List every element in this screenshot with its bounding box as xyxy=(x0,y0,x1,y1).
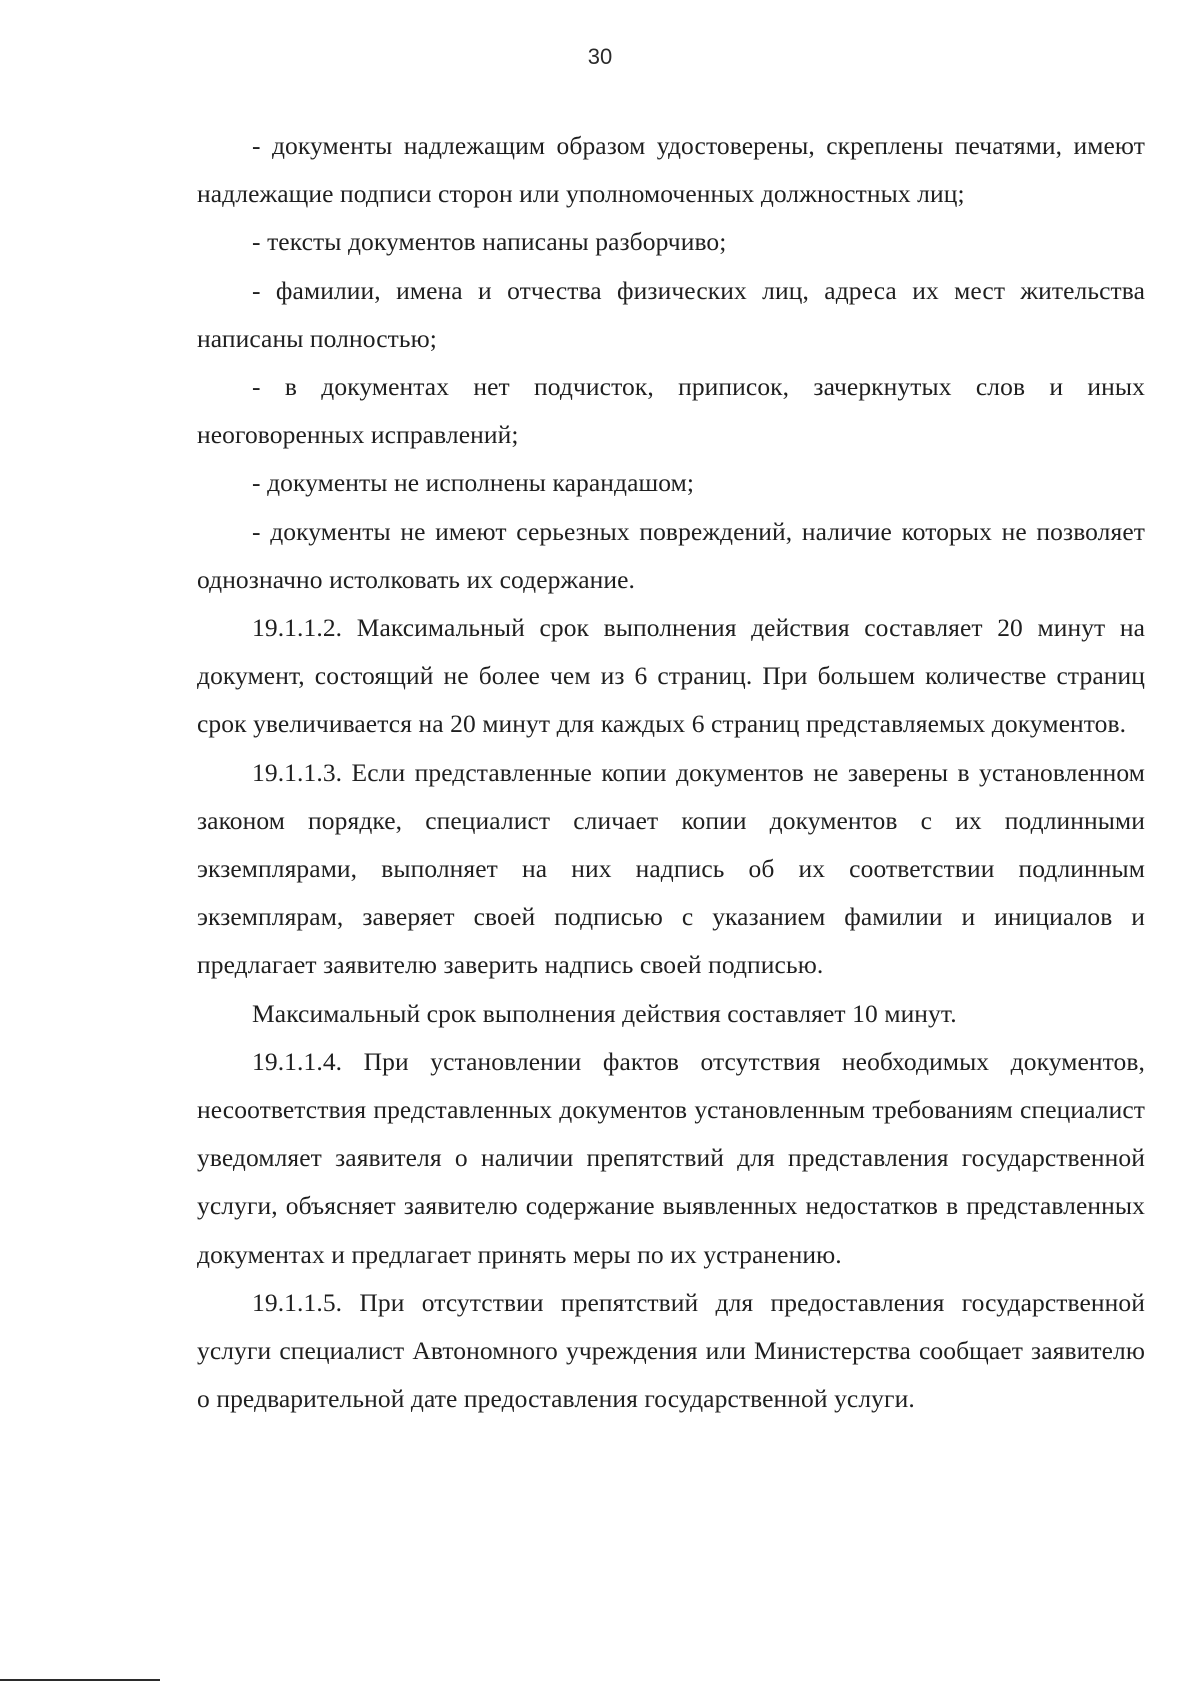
paragraph-19-1-1-2: 19.1.1.2. Максимальный срок выполнения действия составляет 20 минут на документ, состоящий не более чем из 6 страниц. При большем количестве страниц срок увеличивается на 20 минут для каждых 6 страниц представляемых документов. xyxy=(197,613,1145,739)
footnote-separator xyxy=(0,1679,160,1681)
paragraph-no-damage: - документы не имеют серьезных повреждений, наличие которых не позволяет однозначно истолковать их содержание. xyxy=(197,516,1145,594)
paragraph-not-pencil: - документы не исполнены карандашом; xyxy=(252,468,695,498)
document-body xyxy=(197,122,1145,1423)
paragraph-19-1-1-4: 19.1.1.4. При установлении фактов отсутствия необходимых документов, несоответствия представленных документов установленным требованиям специалист уведомляет заявителя о наличии препятствий для представления государственной услуги, объясняет заявителю содержание выявленных недостатков в представленных документах и предлагает принять меры по их устранению. xyxy=(197,1046,1145,1269)
paragraph-names-full: - фамилии, имена и отчества физических лиц, адреса их мест жительства написаны полностью; xyxy=(197,275,1145,353)
paragraph-19-1-1-5: 19.1.1.5. При отсутствии препятствий для предоставления государственной услуги специалист Автономного учреждения или Министерства сообщает заявителю о предварительной дате предоставления государственной услуги. xyxy=(197,1287,1145,1414)
paragraph-documents-certified: - документы надлежащим образом удостоверены, скреплены печатями, имеют надлежащие подписи сторон или уполномоченных должностных лиц; xyxy=(197,131,1145,209)
paragraph-19-1-1-3: 19.1.1.3. Если представленные копии документов не заверены в установленном законом порядке, специалист сличает копии документов с их подлинными экземплярами, выполняет на них надпись об их соответствии подлинным экземплярам, заверяет своей подписью с указанием фамилии и инициалов и предлагает заявителю заверить надпись своей подписью. xyxy=(197,757,1145,980)
paragraph-max-time-10: Максимальный срок выполнения действия составляет 10 минут. xyxy=(252,998,957,1028)
paragraph-no-erasures: - в документах нет подчисток, приписок, зачеркнутых слов и иных неоговоренных исправлений; xyxy=(197,372,1145,450)
paragraph-texts-legible: - тексты документов написаны разборчиво; xyxy=(252,227,727,257)
page-number: 30 xyxy=(587,44,613,69)
